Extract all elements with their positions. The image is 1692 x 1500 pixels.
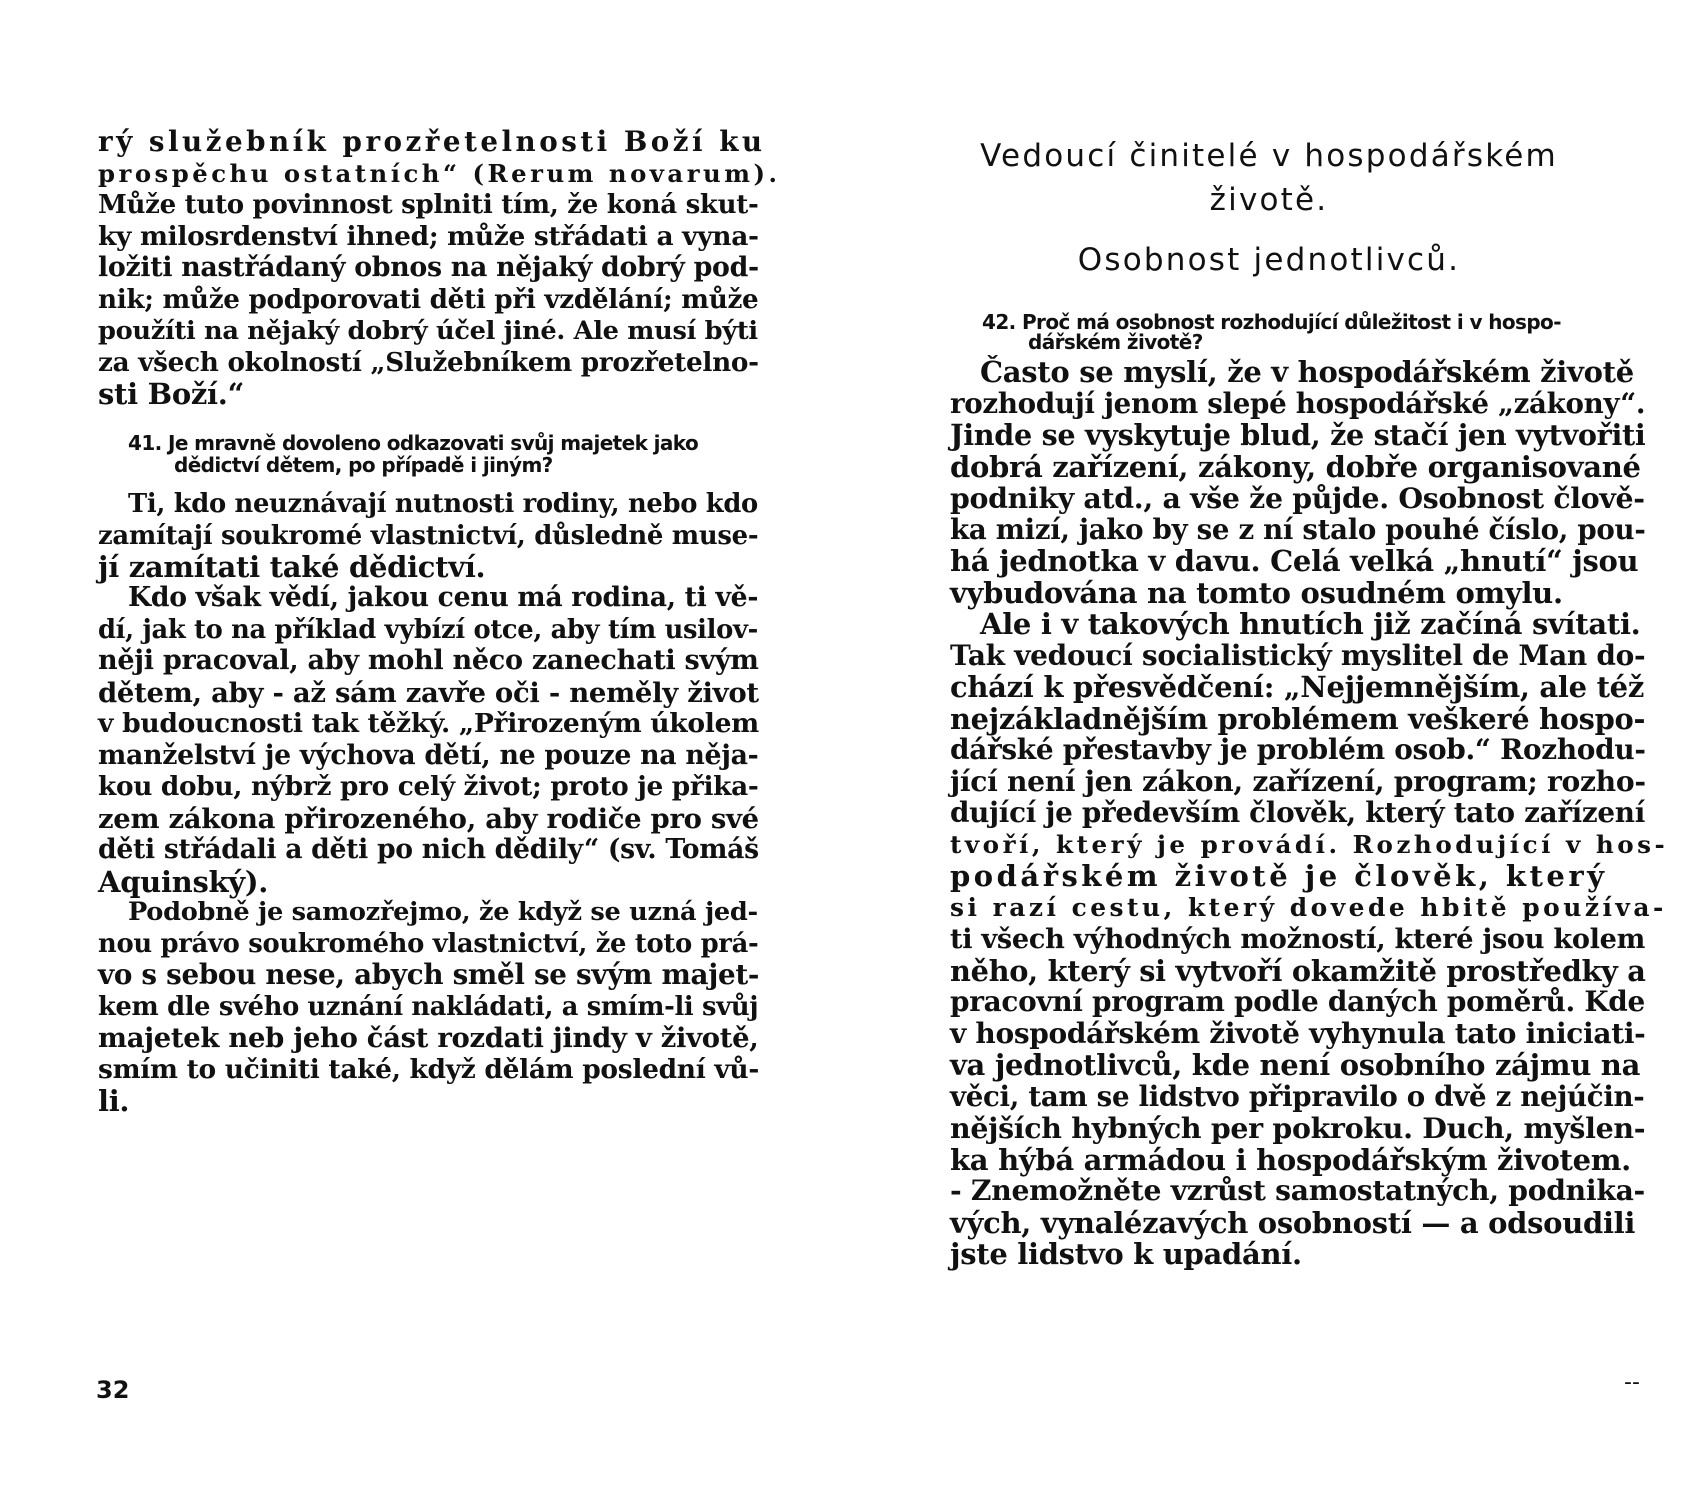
body-text-line: rý služebník prozřetelnosti Boží ku — [98, 125, 766, 158]
body-text-line: si razí cestu, který dovede hbitě používa- — [950, 892, 1667, 922]
question-heading-line: 42. Proč má osobnost rozhodující důležitost i v hospo- — [982, 310, 1561, 334]
body-text-line: vybudována na tomto osudném omylu. — [950, 575, 1563, 610]
question-heading-line: dědictví dětem, po případě i jiným? — [174, 453, 553, 477]
body-text-line: dobrá zařízení, zákony, dobře organisované — [950, 449, 1641, 484]
body-text-line: zem zákona přirozeného, aby rodiče pro své — [98, 802, 759, 835]
body-text-line: há jednotka v davu. Celá velká „hnutí“ jsou — [950, 544, 1639, 578]
body-text-line: Jinde se vyskytuje blud, že stačí jen vytvořiti — [950, 418, 1646, 452]
footer-mark: -- — [1624, 1370, 1640, 1395]
body-text-line: nějších hybných per pokroku. Duch, myšlen- — [950, 1111, 1646, 1145]
body-text-line: Ale i v takových hnutích již začíná svítati. — [980, 607, 1641, 641]
body-text-line: ka hýbá armádou i hospodářským životem. — [950, 1142, 1631, 1177]
body-text-line: v budoucnosti tak těžký. „Přirozeným úkolem — [98, 708, 759, 739]
body-text-line: vo s sebou nese, abych směl se svým majet- — [98, 958, 760, 991]
chapter-title-line-2: životě. — [1209, 182, 1329, 218]
chapter-title-line-1: Vedoucí činitelé v hospodářském — [980, 138, 1558, 174]
body-text-line: v hospodářském životě vyhynula tato iniciati- — [950, 1016, 1646, 1050]
body-text-line: chází k přesvědčení: „Nejjemnějším, ale též — [950, 670, 1645, 704]
question-heading-line: dářském životě? — [1028, 330, 1203, 354]
body-text-line: podniky atd., a vše že půjde. Osobnost člově- — [950, 481, 1645, 515]
body-text-line: ti všech výhodných možností, které jsou kolem — [950, 923, 1646, 955]
body-text-line: tvoří, který je provádí. Rozhodující v hos- — [950, 829, 1669, 859]
body-text-line: jící není jen zákon, zařízení, program; rozho- — [950, 764, 1646, 798]
body-text-line: manželství je výchova dětí, ne pouze na něja- — [98, 739, 759, 771]
body-text-line: nejzákladnějším problémem veškeré hospo- — [950, 701, 1646, 736]
body-text-line: kem dle svého uznání nakládati, a smím-li svůj — [98, 991, 759, 1022]
body-text-line: Ti, kdo neuznávají nutnosti rodiny, nebo kdo — [128, 489, 758, 519]
body-text-line: Podobně je samozřejmo, že když se uzná jed- — [128, 897, 758, 927]
body-text-line: podářském životě je člověk, který — [950, 859, 1608, 893]
body-text-line: Může tuto povinnost splniti tím, že koná skut- — [98, 190, 759, 220]
body-text-line: - Znemožněte vzrůst samostatných, podnika- — [950, 1174, 1645, 1207]
body-text-line: nou právo soukromého vlastnictví, že toto prá- — [98, 928, 759, 959]
body-text-line: za všech okolností „Služebníkem prozřetelno- — [98, 346, 759, 378]
right-page — [846, 0, 1692, 1500]
body-text-line: dující je především člověk, který tato zařízení — [950, 796, 1645, 829]
body-text-line: dářské přestavby je problém osob.“ Rozhodu- — [950, 733, 1646, 766]
body-text-line: majetek neb jeho část rozdati jindy v životě, — [98, 1022, 759, 1054]
body-text-line: rozhodují jenom slepé hospodářské „zákony“. — [950, 386, 1646, 420]
body-text-line: Kdo však vědí, jakou cenu má rodina, ti vě- — [128, 582, 759, 613]
body-text-line: Aquinský). — [98, 864, 269, 899]
body-text-line: sti Boží.“ — [98, 377, 244, 411]
page-number: 32 — [96, 1376, 130, 1404]
body-text-line: zamítají soukromé vlastnictví, důsledně muse- — [98, 520, 759, 551]
body-text-line: použíti na nějaký dobrý účel jiné. Ale musí býti — [98, 316, 758, 346]
body-text-line: jste lidstvo k upadání. — [950, 1237, 1302, 1271]
body-text-line: smím to učiniti také, když dělám poslední vů- — [98, 1053, 760, 1085]
body-text-line: ky milosrdenství ihned; může střádati a vyna- — [98, 220, 759, 252]
body-text-line: va jednotlivců, kde není osobního zájmu na — [950, 1048, 1641, 1082]
body-text-line: kou dobu, nýbrž pro celý život; proto je přika- — [98, 771, 759, 802]
body-text-line: jí zamítati také dědictví. — [98, 550, 486, 584]
body-text-line: ložiti nastřádaný obnos na nějaký dobrý pod- — [98, 252, 759, 283]
body-text-line: děti střádali a děti po nich dědily“ (sv. Tomáš — [98, 834, 759, 865]
body-text-line: vých, vynalézavých osobností — a odsoudili — [950, 1205, 1636, 1240]
body-text-line: něho, který si vytvoří okamžitě prostředky a — [950, 953, 1646, 988]
body-text-line: li. — [98, 1084, 130, 1118]
section-title: Osobnost jednotlivců. — [1077, 242, 1461, 278]
body-text-line: věci, tam se lidstvo připravilo o dvě z nejúčin- — [950, 1079, 1645, 1113]
body-text-line: něji pracoval, aby mohl něco zanechati svým — [98, 645, 759, 676]
body-text-line: dí, jak to na příklad vybízí otce, aby tím usilov- — [98, 614, 758, 645]
body-text-line: Často se myslí, že v hospodářském životě — [980, 355, 1634, 389]
body-text-line: Tak vedoucí socialistický myslitel de Man do- — [950, 638, 1646, 672]
question-heading-line: 41. Je mravně dovoleno odkazovati svůj majetek jako — [128, 431, 699, 455]
body-text-line: prospěchu ostatních“ (Rerum novarum). — [98, 158, 781, 188]
body-text-line: nik; může podporovati děti při vzdělání; může — [98, 283, 759, 315]
body-text-line: ka mizí, jako by se z ní stalo pouhé číslo, pou- — [950, 512, 1646, 546]
body-text-line: pracovní program podle daných poměrů. Kde — [950, 985, 1645, 1018]
body-text-line: dětem, aby - až sám zavře oči - neměly život — [98, 676, 759, 709]
